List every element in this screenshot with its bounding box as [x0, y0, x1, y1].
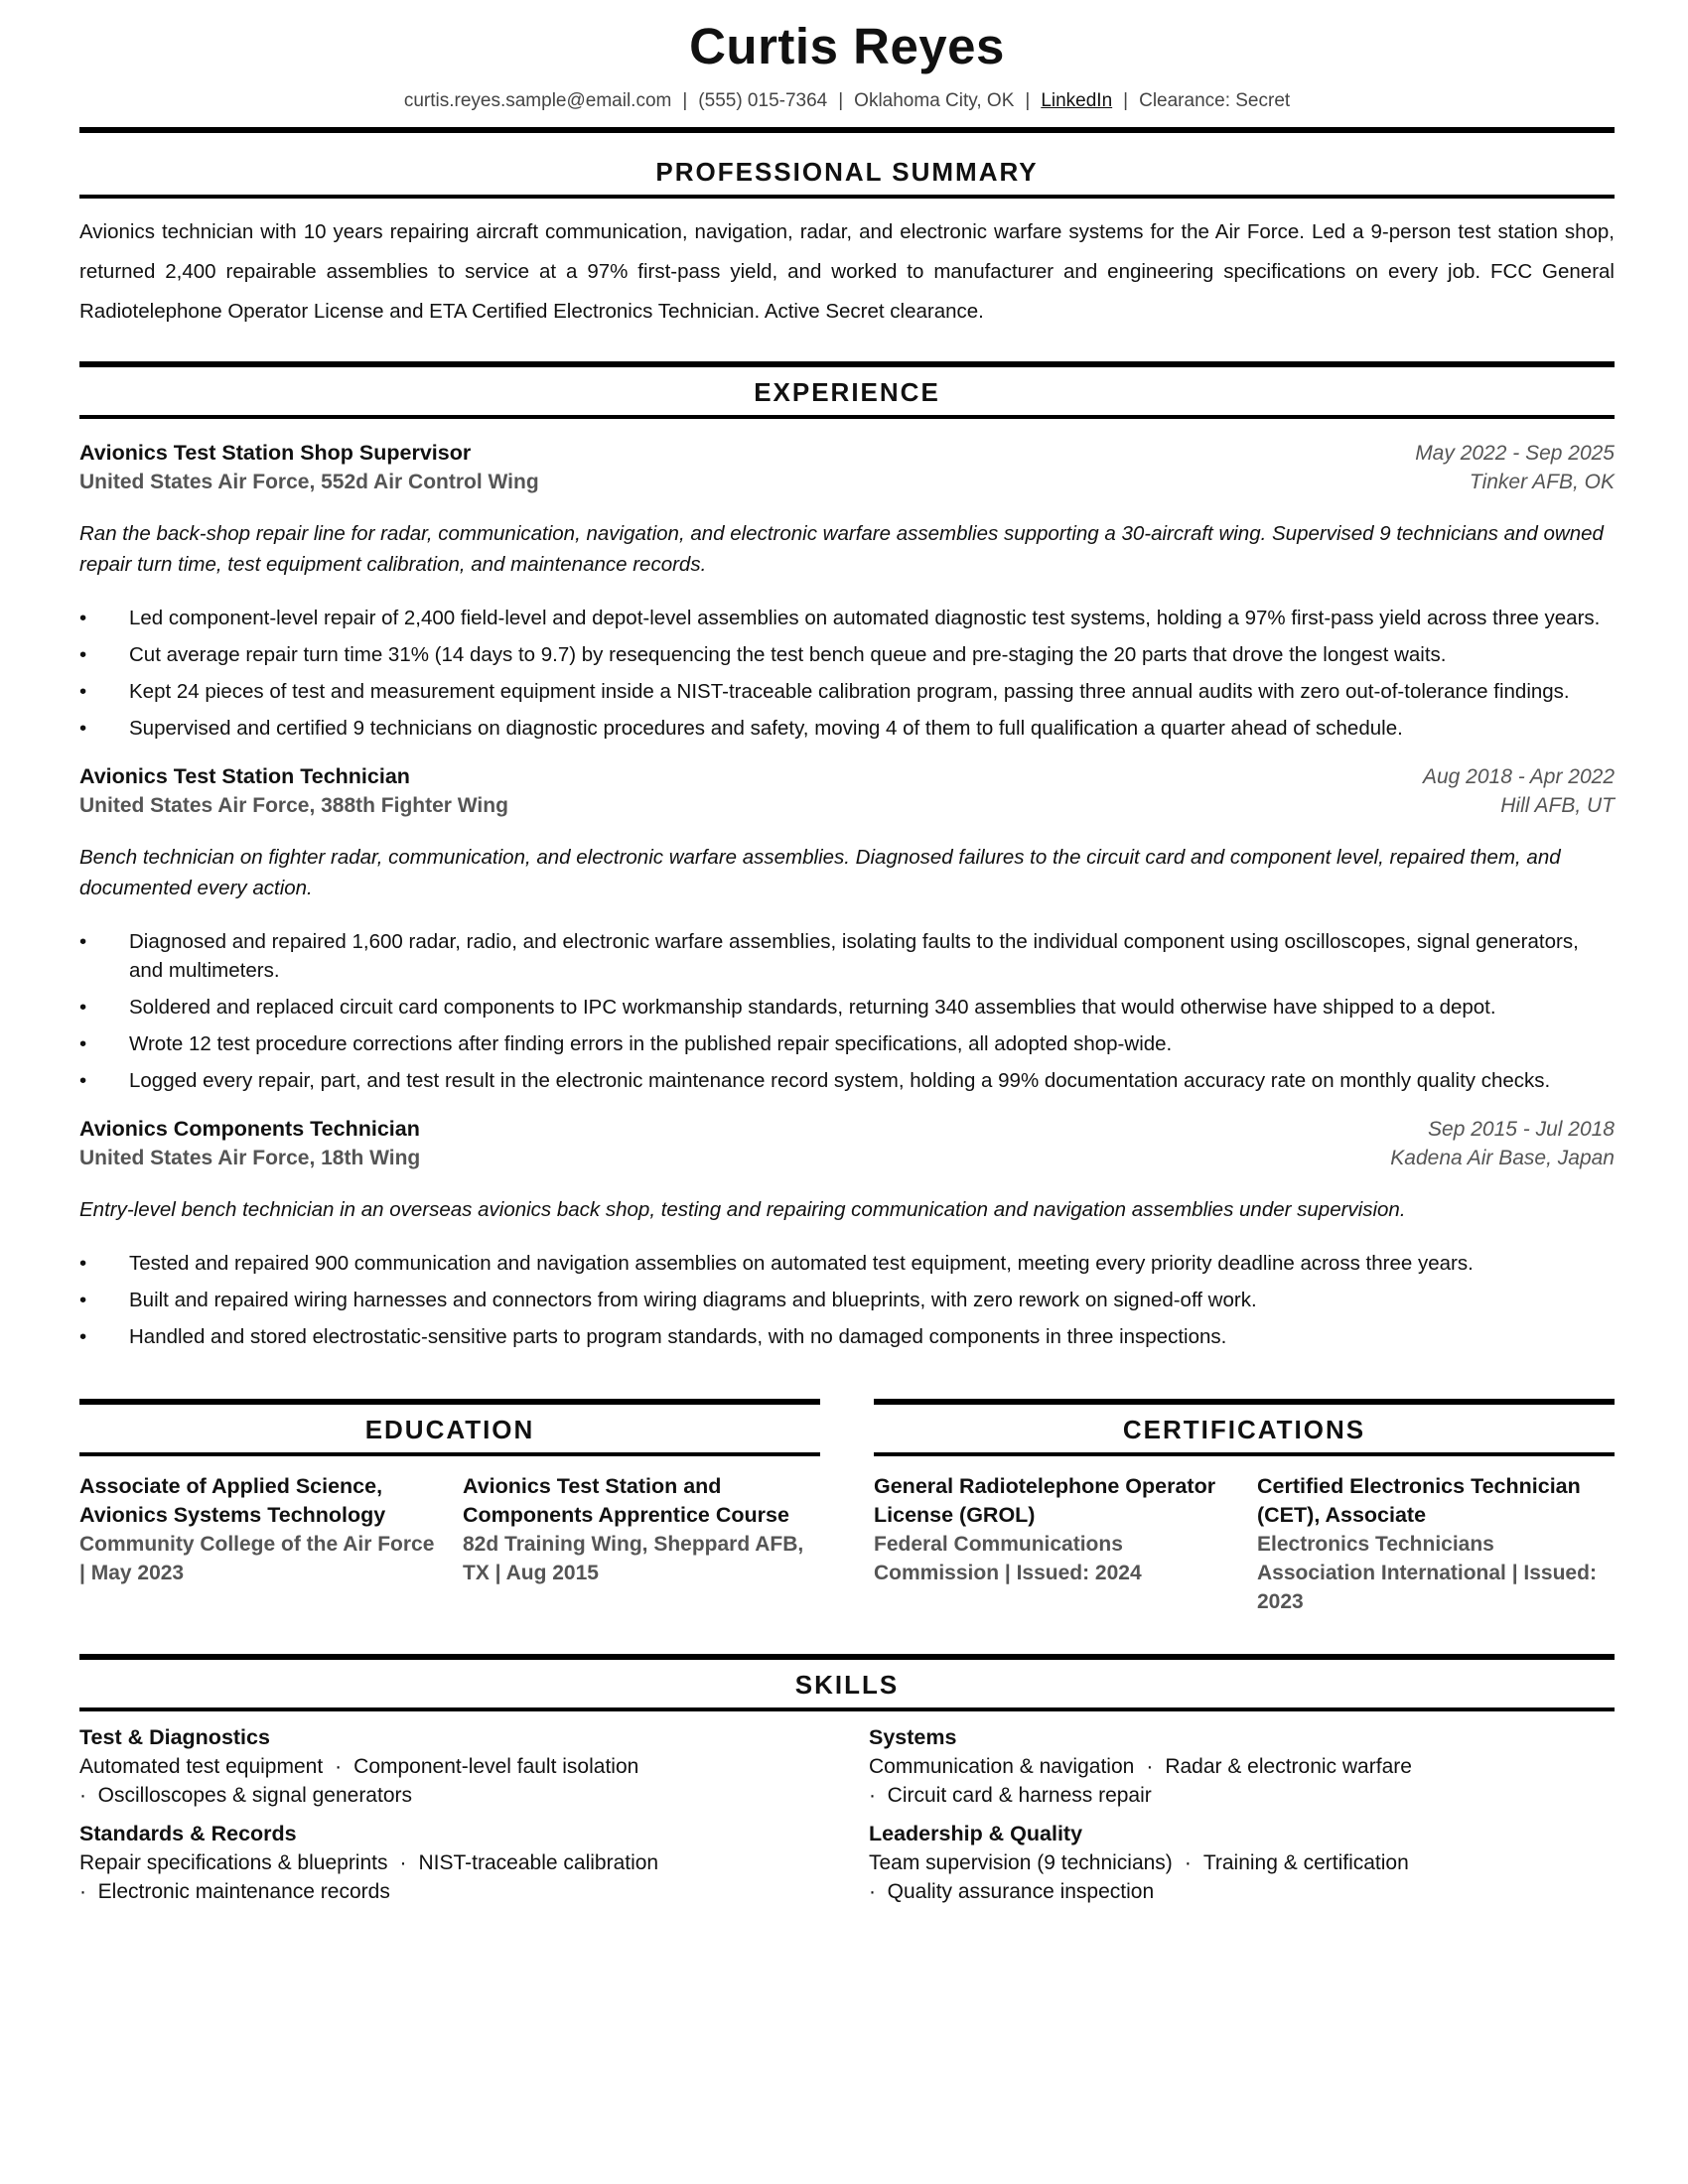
job-bullet-text: Wrote 12 test procedure corrections after finding errors in the published repair specifications, all adopted shop-wide. — [129, 1032, 1173, 1055]
section-divider — [79, 1654, 1615, 1660]
contact-email[interactable]: curtis.reyes.sample@email.com — [403, 90, 672, 111]
skill-separator: · — [1184, 1851, 1192, 1874]
job-bullet — [79, 714, 1615, 743]
job-bullet-text: Diagnosed and repaired 1,600 radar, radio, and electronic warfare assemblies, isolating faults to the individual component using oscilloscopes, signal generators, and multimeters. — [129, 930, 1579, 982]
job-bullet-list — [79, 927, 1615, 1095]
job-bullet-text: Built and repaired wiring harnesses and connectors from wiring diagrams and blueprints, with zero rework on signed-off work. — [129, 1289, 1257, 1311]
job-org: United States Air Force, 388th Fighter Wing — [79, 794, 508, 817]
bullet-icon: • — [79, 996, 87, 1019]
certification-org: Electronics Technicians Association International | Issued: 2023 — [1257, 1533, 1597, 1613]
skill-items — [79, 1877, 869, 1906]
skill-item: NIST-traceable calibration — [418, 1851, 659, 1874]
skill-item: Oscilloscopes & signal generators — [97, 1784, 412, 1807]
job-bullet — [79, 1029, 1615, 1058]
skill-category: Standards & Records — [79, 1822, 297, 1845]
job-bullet — [79, 1066, 1615, 1095]
job-description: Ran the back-shop repair line for radar, communication, navigation, and electronic warfare assemblies supporting a 30-aircraft wing. Supervised 9 technicians and owned repair turn time, test equipment calibration, and maintenance records. — [79, 522, 1604, 576]
skill-group — [79, 1820, 869, 1906]
skill-separator: · — [869, 1784, 876, 1807]
skill-separator: · — [79, 1784, 86, 1807]
skill-item: Component-level fault isolation — [353, 1755, 639, 1778]
skill-items — [869, 1752, 1614, 1781]
job-bullet — [79, 1249, 1615, 1278]
education-org: Community College of the Air Force | May 2023 — [79, 1533, 435, 1584]
summary-heading: PROFESSIONAL SUMMARY — [655, 157, 1039, 187]
job-description: Entry-level bench technician in an overseas avionics back shop, testing and repairing communication and navigation assemblies under supervision. — [79, 1198, 1406, 1221]
job-bullet-text: Soldered and replaced circuit card components to IPC workmanship standards, returning 340 assemblies that would otherwise have shipped to a depot. — [129, 996, 1496, 1019]
skill-items — [869, 1781, 1614, 1810]
skill-item: Quality assurance inspection — [887, 1880, 1155, 1903]
skill-separator: · — [869, 1880, 876, 1903]
skill-item: Training & certification — [1202, 1851, 1409, 1874]
header-divider — [79, 127, 1615, 133]
skill-items — [79, 1752, 869, 1781]
bullet-icon: • — [79, 680, 87, 703]
skill-category: Leadership & Quality — [869, 1822, 1083, 1845]
job-description: Bench technician on fighter radar, communication, and electronic warfare assemblies. Diagnosed failures to the circuit card and component level, repaired them, and documented every action. — [79, 846, 1561, 899]
section-divider — [79, 361, 1615, 367]
bullet-icon: • — [79, 1325, 87, 1348]
skill-category: Systems — [869, 1725, 957, 1749]
contact-separator: | — [838, 90, 844, 111]
skill-group — [869, 1820, 1614, 1906]
section-divider — [79, 1707, 1615, 1711]
skills-grid — [79, 1723, 1615, 1916]
skill-separator: · — [335, 1755, 343, 1778]
experience-heading: EXPERIENCE — [754, 377, 940, 407]
job-entry — [79, 762, 1615, 1095]
job-location: Kadena Air Base, Japan — [1390, 1147, 1615, 1169]
certifications-heading: CERTIFICATIONS — [1122, 1415, 1366, 1444]
job-bullet-text: Tested and repaired 900 communication and navigation assemblies on automated test equipment, meeting every priority deadline across three years. — [129, 1252, 1474, 1275]
job-location: Tinker AFB, OK — [1469, 471, 1615, 493]
skill-separator: · — [1146, 1755, 1154, 1778]
job-bullet — [79, 604, 1615, 632]
job-bullet-text: Supervised and certified 9 technicians on diagnostic procedures and safety, moving 4 of them to full qualification a quarter ahead of schedule. — [129, 717, 1403, 740]
job-org: United States Air Force, 552d Air Control Wing — [79, 471, 539, 493]
certification-item — [1257, 1472, 1615, 1616]
section-divider — [79, 1399, 820, 1405]
resume-page — [79, 0, 1615, 1916]
job-bullet — [79, 927, 1615, 985]
contact-separator: | — [1025, 90, 1031, 111]
certification-title: Certified Electronics Technician (CET), Associate — [1257, 1474, 1581, 1527]
bullet-icon: • — [79, 643, 87, 666]
job-entry — [79, 439, 1615, 743]
contact-clearance: Clearance: Secret — [1139, 90, 1291, 111]
bullet-icon: • — [79, 1069, 87, 1092]
section-divider — [79, 1452, 820, 1456]
job-bullet-list — [79, 1249, 1615, 1351]
skill-items — [79, 1848, 869, 1877]
skill-category: Test & Diagnostics — [79, 1725, 270, 1749]
contact-location: Oklahoma City, OK — [854, 90, 1015, 111]
skill-items — [869, 1877, 1614, 1906]
contact-separator: | — [682, 90, 688, 111]
education-item — [463, 1472, 820, 1587]
certifications-grid — [874, 1472, 1615, 1616]
job-bullet-text: Cut average repair turn time 31% (14 days to 9.7) by resequencing the test bench queue and pre-staging the 20 parts that drove the longest waits. — [129, 643, 1447, 666]
bullet-icon: • — [79, 930, 87, 953]
skill-group — [869, 1723, 1614, 1810]
job-title: Avionics Test Station Technician — [79, 764, 410, 788]
job-bullet — [79, 1286, 1615, 1314]
job-location: Hill AFB, UT — [1500, 794, 1615, 817]
contact-phone: (555) 015-7364 — [698, 90, 828, 111]
certification-title: General Radiotelephone Operator License (GROL) — [874, 1474, 1216, 1527]
bullet-icon: • — [79, 717, 87, 740]
skill-item: Radar & electronic warfare — [1165, 1755, 1412, 1778]
job-bullet-text: Kept 24 pieces of test and measurement equipment inside a NIST-traceable calibration program, passing three annual audits with zero out-of-tolerance findings. — [129, 680, 1570, 703]
candidate-name: Curtis Reyes — [689, 18, 1005, 74]
education-title: Avionics Test Station and Components Apprentice Course — [463, 1474, 789, 1527]
bullet-icon: • — [79, 1032, 87, 1055]
skill-item: Automated test equipment — [79, 1755, 324, 1778]
skill-items — [79, 1781, 869, 1810]
education-heading: EDUCATION — [364, 1415, 535, 1444]
bullet-icon: • — [79, 607, 87, 629]
job-bullet — [79, 640, 1615, 669]
job-bullet-text: Led component-level repair of 2,400 field-level and depot-level assemblies on automated diagnostic test systems, holding a 97% first-pass yield across three years. — [129, 607, 1601, 629]
education-section — [79, 1399, 820, 1616]
skill-item: Circuit card & harness repair — [887, 1784, 1152, 1807]
bullet-icon: • — [79, 1252, 87, 1275]
job-bullet-text: Handled and stored electrostatic-sensitive parts to program standards, with no damaged components in three inspections. — [129, 1325, 1227, 1348]
education-grid — [79, 1472, 820, 1587]
section-divider — [874, 1399, 1615, 1405]
contact-separator: | — [1123, 90, 1129, 111]
job-entry — [79, 1115, 1615, 1351]
job-dates: May 2022 - Sep 2025 — [1415, 442, 1615, 465]
section-divider — [79, 195, 1615, 199]
education-item — [79, 1472, 437, 1587]
job-bullet-text: Logged every repair, part, and test result in the electronic maintenance record system, holding a 99% documentation accuracy rate on monthly quality checks. — [129, 1069, 1551, 1092]
skill-group — [79, 1723, 869, 1810]
certifications-section — [874, 1399, 1615, 1616]
job-bullet — [79, 677, 1615, 706]
job-title: Avionics Components Technician — [79, 1117, 420, 1141]
job-title: Avionics Test Station Shop Supervisor — [79, 441, 472, 465]
job-dates: Sep 2015 - Jul 2018 — [1428, 1118, 1615, 1141]
job-dates: Aug 2018 - Apr 2022 — [1422, 765, 1615, 788]
skill-item: Communication & navigation — [869, 1755, 1135, 1778]
summary-text: Avionics technician with 10 years repairing aircraft communication, navigation, radar, and electronic warfare systems for the Air Force. Led a 9-person test station shop, returned 2,400 repairable assemblies to service at a 97% first-pass yield, and worked to manufacturer and engineering specifications on every job. FCC General Radiotelephone Operator License and ETA Certified Electronics Technician. Active Secret clearance. — [79, 220, 1615, 323]
certification-org: Federal Communications Commission | Issued: 2024 — [874, 1533, 1142, 1584]
education-org: 82d Training Wing, Sheppard AFB, TX | Aug 2015 — [463, 1533, 804, 1584]
bullet-icon: • — [79, 1289, 87, 1311]
certification-item — [874, 1472, 1231, 1616]
education-title: Associate of Applied Science, Avionics Systems Technology — [79, 1474, 386, 1527]
job-bullet — [79, 1322, 1615, 1351]
skill-item: Team supervision (9 technicians) — [869, 1851, 1173, 1874]
section-divider — [79, 415, 1615, 419]
skill-item: Electronic maintenance records — [97, 1880, 390, 1903]
linkedin-link[interactable]: LinkedIn — [1041, 90, 1113, 111]
skill-separator: · — [79, 1880, 86, 1903]
skill-item: Repair specifications & blueprints — [79, 1851, 388, 1874]
credentials-row — [79, 1399, 1615, 1616]
skill-separator: · — [399, 1851, 407, 1874]
job-bullet-list — [79, 604, 1615, 743]
skills-heading: SKILLS — [794, 1670, 900, 1700]
skill-items — [869, 1848, 1614, 1877]
job-bullet — [79, 993, 1615, 1022]
contact-line — [79, 89, 1615, 113]
job-org: United States Air Force, 18th Wing — [79, 1147, 421, 1169]
section-divider — [874, 1452, 1615, 1456]
